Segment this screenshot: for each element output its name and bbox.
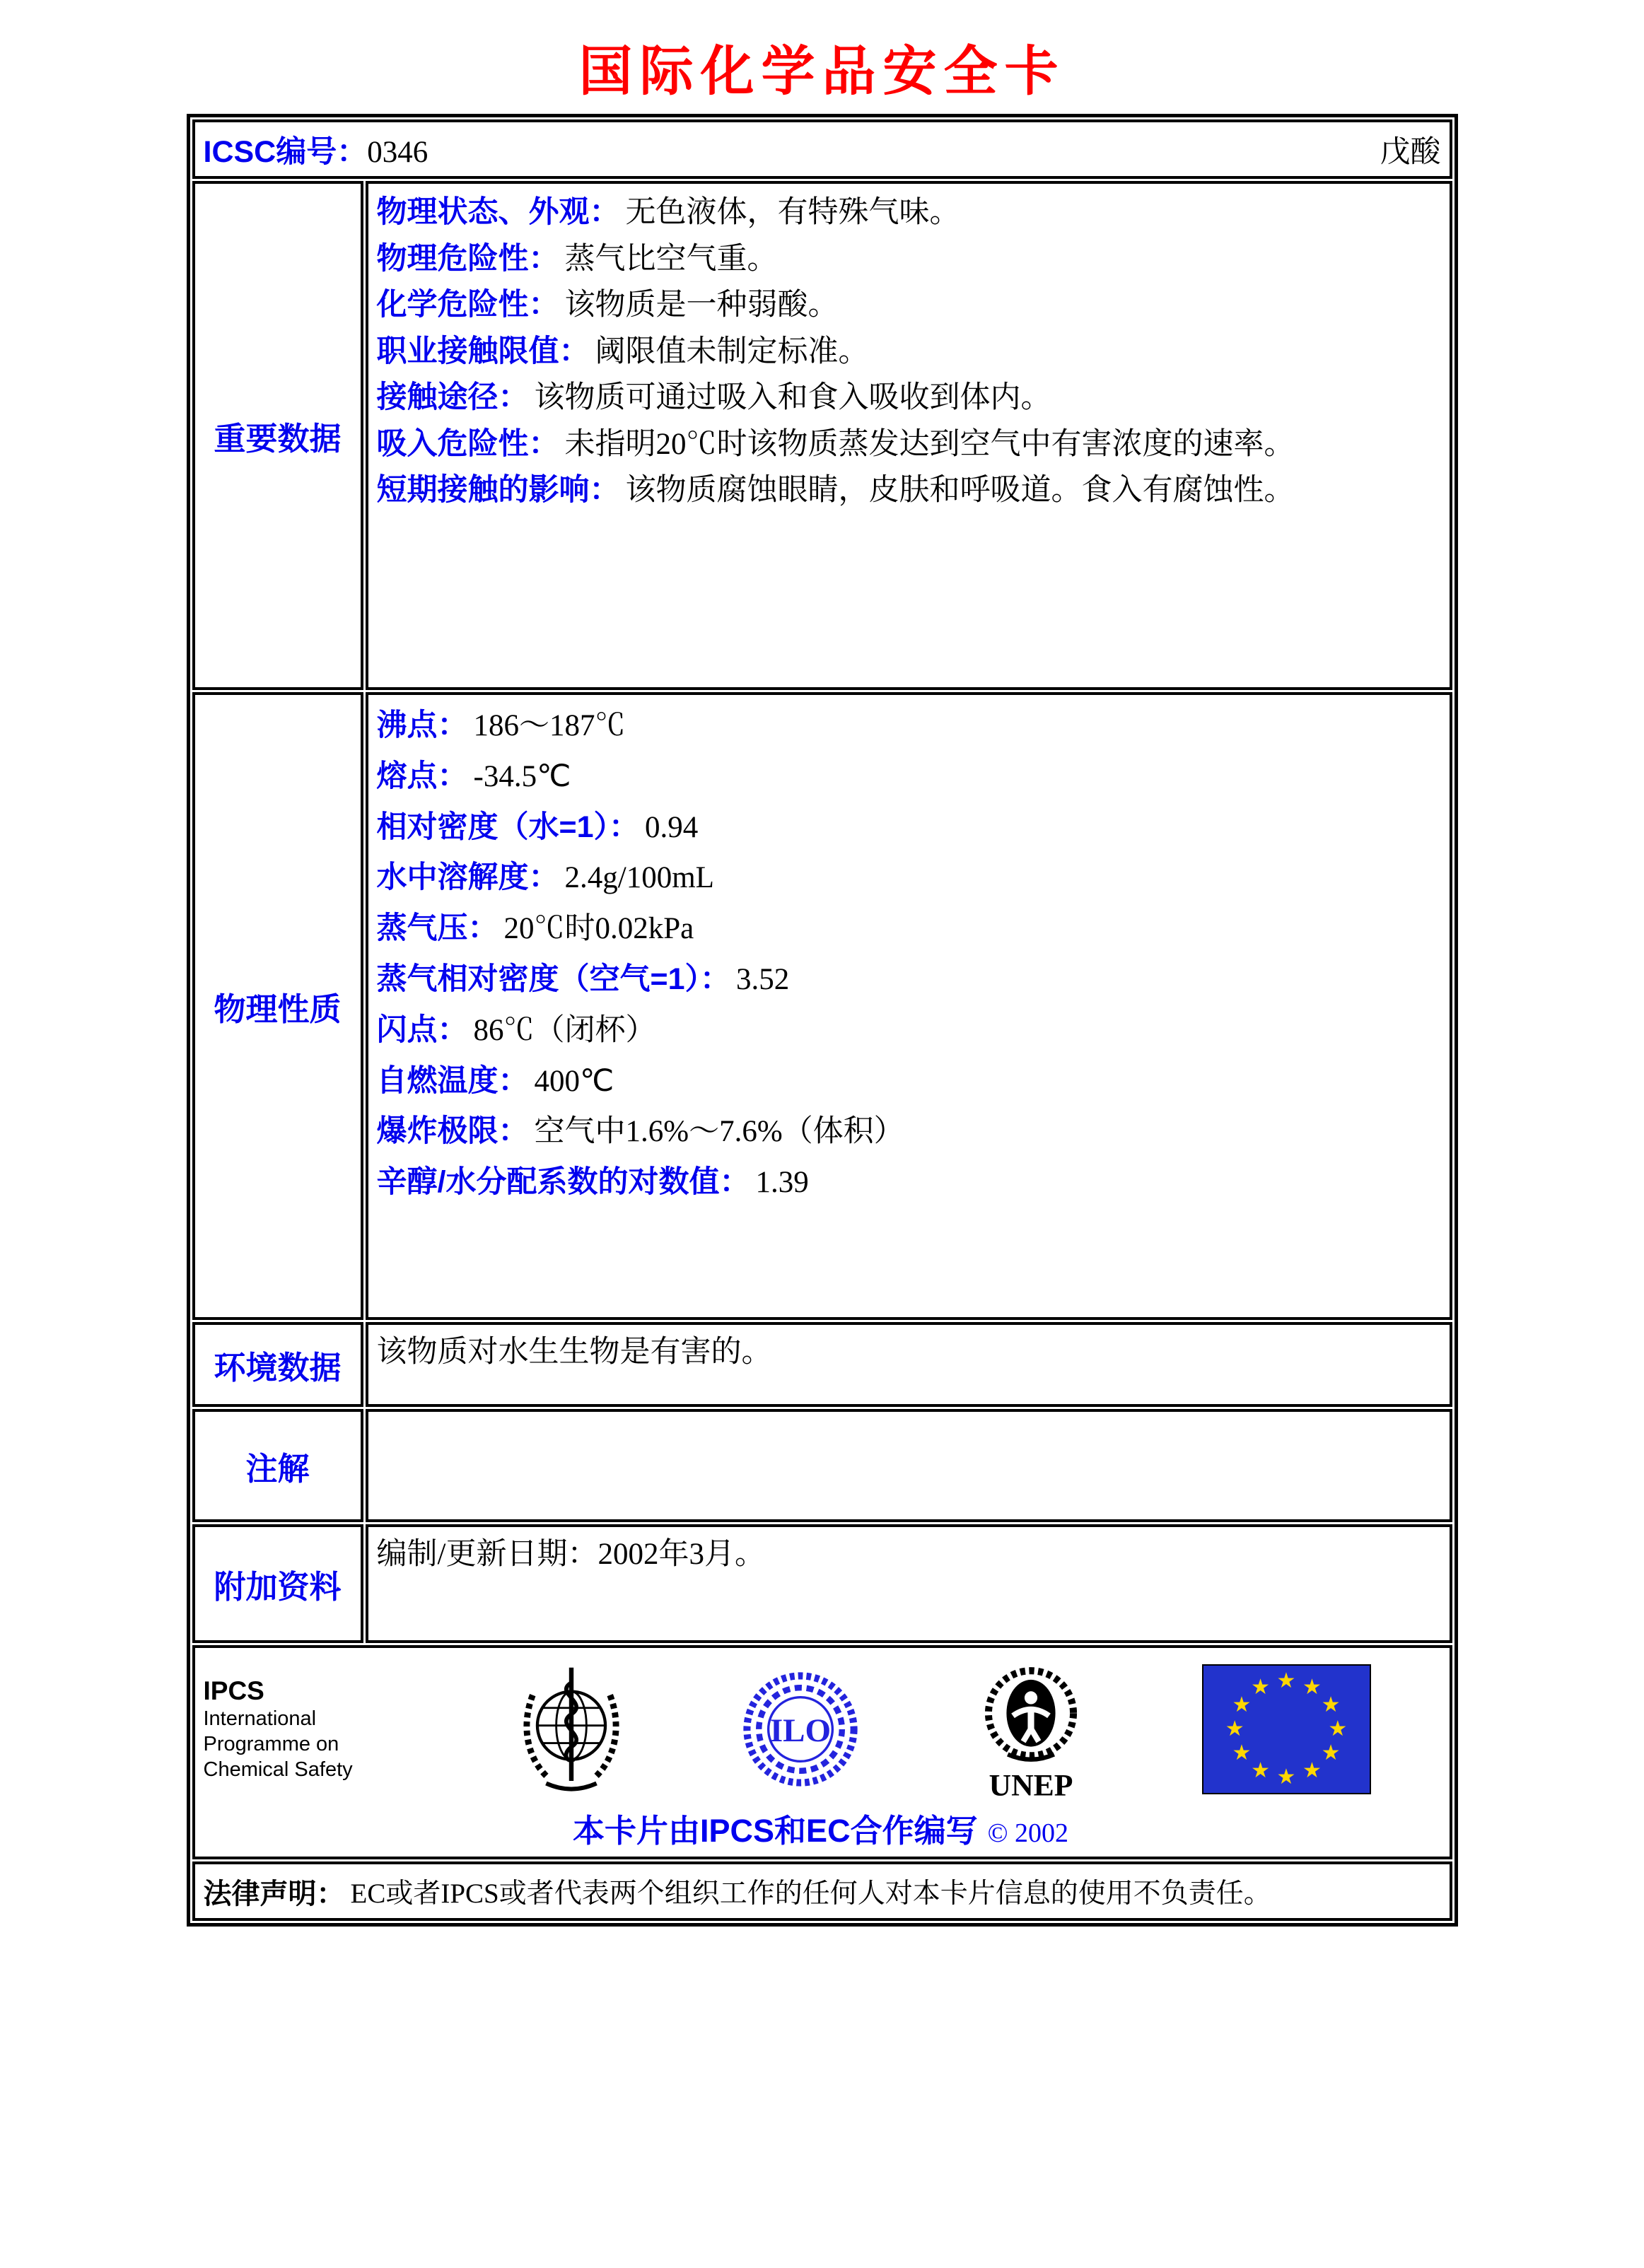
icsc-number-value: 0346	[367, 135, 429, 169]
who-logo-icon	[508, 1660, 634, 1799]
property-value: 空气中1.6%～7.6%（体积）	[534, 1115, 904, 1149]
property-value: 无色液体，有特殊气味。	[625, 196, 960, 229]
disclaimer-label: 法律声明：	[203, 1878, 345, 1910]
property-label: 接触途径：	[376, 380, 529, 414]
property-line	[377, 467, 1441, 514]
environmental-data-content	[366, 1322, 1452, 1407]
section-row-important-data	[192, 181, 1452, 690]
property-label: 自燃温度：	[376, 1063, 529, 1098]
additional-info-content	[366, 1524, 1452, 1643]
unep-logo-block	[967, 1656, 1095, 1802]
additional-info-text: 编制/更新日期：2002年3月。	[376, 1538, 765, 1571]
property-label: 物理危险性：	[376, 241, 559, 276]
property-label: 物理状态、外观：	[376, 195, 620, 229]
property-line	[377, 1157, 1441, 1208]
page-title: 国际化学品安全卡	[578, 42, 1066, 102]
icsc-number	[204, 128, 429, 171]
footer-cell	[192, 1645, 1452, 1859]
property-label: 化学危险性：	[376, 288, 559, 322]
eu-flag-icon: ★ ★ ★ ★ ★ ★ ★ ★ ★ ★ ★ ★	[1202, 1664, 1371, 1794]
property-value: 86℃（闭杯）	[473, 1013, 656, 1047]
property-value: 0.94	[645, 810, 699, 844]
property-value: 1.39	[755, 1166, 809, 1200]
property-label: 熔点：	[376, 759, 468, 793]
property-value: 蒸气比空气重。	[564, 242, 778, 276]
property-value: 阈限值未制定标准。	[595, 334, 869, 368]
property-line	[377, 802, 1441, 853]
section-label-notes: 注解	[192, 1409, 363, 1522]
environmental-data-text: 该物质对水生生物是有害的。	[376, 1335, 772, 1369]
property-line	[377, 375, 1441, 421]
important-data-content	[366, 181, 1452, 690]
disclaimer-text: EC或者IPCS或者代表两个组织工作的任何人对本卡片信息的使用不负责任。	[350, 1878, 1271, 1909]
property-label: 短期接触的影响：	[376, 473, 620, 507]
property-label: 蒸气压：	[376, 911, 499, 946]
credit-text: 本卡片由IPCS和EC合作编写	[573, 1813, 978, 1849]
section-label-environmental-data: 环境数据	[192, 1322, 363, 1407]
logo-strip	[204, 1656, 1438, 1802]
credit-line	[204, 1805, 1438, 1851]
property-value: 20℃时0.02kPa	[503, 912, 694, 946]
disclaimer-row	[192, 1861, 1452, 1921]
svg-text:UNEP: UNEP	[989, 1768, 1073, 1802]
disclaimer-cell	[192, 1861, 1452, 1921]
footer-row	[192, 1645, 1452, 1859]
property-value: 3.52	[736, 962, 790, 996]
ilo-logo-icon	[741, 1666, 860, 1792]
section-label-important-data: 重要数据	[192, 181, 363, 690]
icsc-card	[187, 114, 1458, 1927]
physical-properties-content	[366, 692, 1452, 1320]
ipcs-text-block: IPCS International Programme on Chemical Safety	[204, 1676, 402, 1783]
property-line	[377, 189, 1441, 236]
property-line	[377, 954, 1441, 1005]
property-line	[377, 1106, 1441, 1157]
header-row	[192, 119, 1452, 179]
copyright-text: © 2002	[987, 1818, 1068, 1848]
property-label: 吸入危险性：	[376, 426, 559, 461]
property-value: 186～187℃	[473, 709, 626, 742]
property-line	[377, 1005, 1441, 1056]
header-cell	[192, 119, 1452, 179]
property-value: 该物质是一种弱酸。	[564, 288, 839, 322]
section-label-physical-properties: 物理性质	[192, 692, 363, 1320]
section-row-physical-properties	[192, 692, 1452, 1320]
section-label-additional-info: 附加资料	[192, 1524, 363, 1643]
svg-text:ILO: ILO	[769, 1712, 831, 1749]
property-line	[377, 282, 1441, 329]
chemical-name: 戊酸	[1380, 135, 1441, 169]
property-label: 闪点：	[376, 1012, 468, 1047]
property-line	[377, 236, 1441, 283]
property-value: 未指明20℃时该物质蒸发达到空气中有害浓度的速率。	[564, 427, 1295, 461]
notes-content	[366, 1409, 1452, 1522]
property-label: 爆炸极限：	[376, 1114, 529, 1149]
section-row-environmental-data	[192, 1322, 1452, 1407]
property-value: 400℃	[534, 1064, 614, 1098]
property-line	[377, 853, 1441, 904]
section-row-notes	[192, 1409, 1452, 1522]
property-value: -34.5℃	[473, 759, 571, 793]
property-value: 该物质可通过吸入和食入吸收到体内。	[534, 381, 1051, 414]
ipcs-title: IPCS	[203, 1676, 264, 1705]
property-label: 沸点：	[376, 708, 468, 742]
section-row-additional-info	[192, 1524, 1452, 1643]
property-label: 蒸气相对密度（空气=1）：	[376, 961, 731, 996]
icsc-page	[0, 28, 1644, 1927]
property-label: 相对密度（水=1）：	[376, 809, 640, 844]
property-label: 水中溶解度：	[376, 860, 559, 895]
property-line	[377, 421, 1441, 468]
icsc-number-label: ICSC编号：	[203, 134, 368, 169]
property-line	[377, 1056, 1441, 1107]
property-line	[377, 701, 1441, 752]
property-line	[377, 904, 1441, 954]
property-label: 职业接触限值：	[376, 334, 590, 368]
property-line	[377, 752, 1441, 802]
property-line	[377, 329, 1441, 375]
property-value: 2.4g/100mL	[564, 861, 714, 895]
property-label: 辛醇/水分配系数的对数值：	[376, 1165, 750, 1200]
property-value: 该物质腐蚀眼睛，皮肤和呼吸道。食入有腐蚀性。	[625, 474, 1295, 507]
unep-logo-icon	[967, 1656, 1095, 1802]
